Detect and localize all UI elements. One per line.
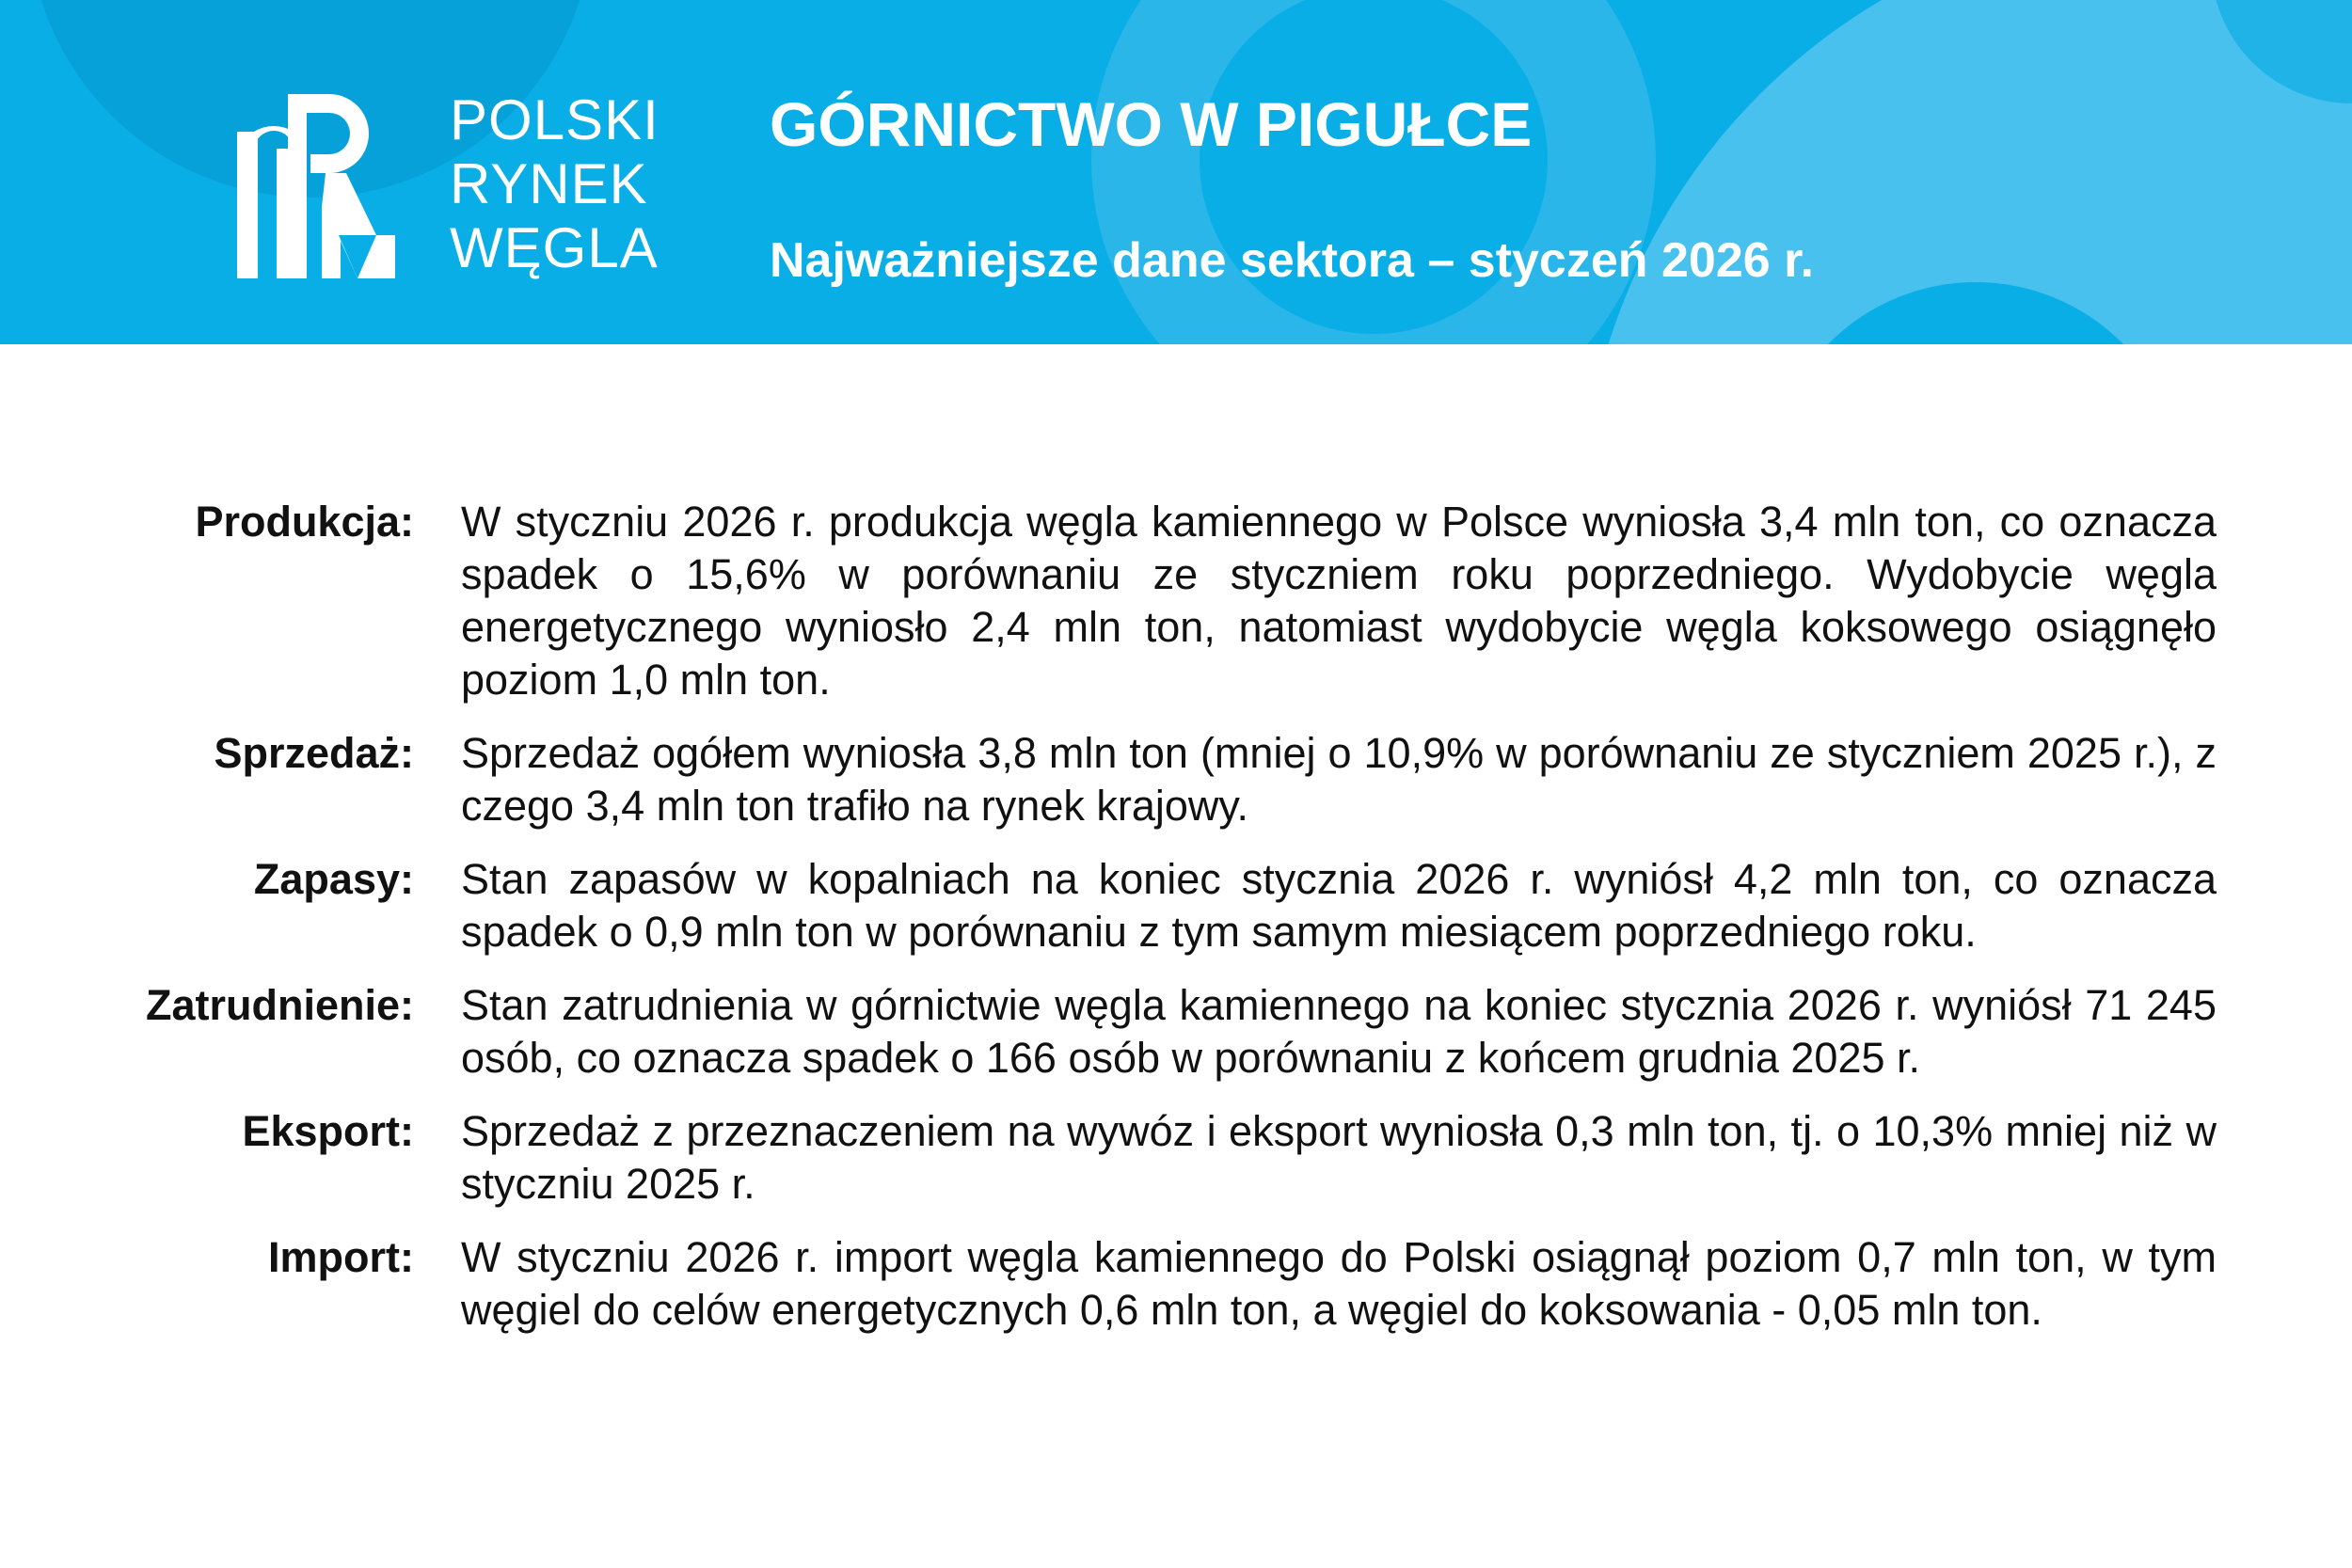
- section-text: Stan zatrudnienia w górnictwie węgla kamiennego na koniec stycznia 2026 r. wyniósł 71 245 osób, co oznacza spadek o 166 osób w porównaniu z końcem grudnia 2025 r.: [461, 981, 2217, 1082]
- section-text: W styczniu 2026 r. produkcja węgla kamiennego w Polsce wyniosła 3,4 mln ton, co oznacza spadek o 15,6% w porównaniu ze styczniem roku poprzedniego. Wydobycie węgla energetycznego wyniosło 2,4 mln ton, natomiast wydobycie węgla koksowego osiągnęło poziom 1,0 mln ton.: [461, 498, 2217, 704]
- section-text: W styczniu 2026 r. import węgla kamiennego do Polski osiągnął poziom 0,7 mln ton, w tym węgiel do celów energetycznych 0,6 mln ton, a węgiel do koksowania - 0,05 mln ton.: [461, 1233, 2217, 1334]
- section-label: Produkcja:: [195, 498, 414, 546]
- section-label: Import:: [268, 1233, 414, 1281]
- section-export: [0, 1105, 2352, 1211]
- section-text: Sprzedaż z przeznaczeniem na wywóz i eksport wyniosła 0,3 mln ton, tj. o 10,3% mniej niż w styczniu 2025 r.: [461, 1107, 2217, 1208]
- section-label: Zatrudnienie:: [145, 981, 414, 1029]
- brand-line: RYNEK: [450, 152, 648, 215]
- page-title: GÓRNICTWO W PIGUŁCE: [770, 89, 1533, 159]
- section-text: Stan zapasów w kopalniach na koniec stycznia 2026 r. wyniósł 4,2 mln ton, co oznacza spadek o 0,9 mln ton w porównaniu z tym samym miesiącem poprzedniego roku.: [461, 855, 2217, 956]
- brand-line: POLSKI: [450, 88, 660, 151]
- prw-logo-icon: [235, 94, 395, 282]
- section-label: Zapasy:: [253, 855, 414, 903]
- brand-wordmark: [450, 88, 660, 280]
- header-banner: [0, 0, 2352, 344]
- section-label: Sprzedaż:: [214, 729, 414, 777]
- section-employment: [0, 979, 2352, 1085]
- page-subtitle: Najważniejsze dane sektora – styczeń 2026 r.: [770, 233, 1814, 288]
- section-production: [0, 496, 2352, 706]
- section-import: [0, 1231, 2352, 1337]
- sector-data-list: [0, 496, 2352, 1357]
- section-sales: [0, 727, 2352, 832]
- section-text: Sprzedaż ogółem wyniosła 3,8 mln ton (mniej o 10,9% w porównaniu ze styczniem 2025 r.), z czego 3,4 mln ton trafiło na rynek krajowy.: [461, 729, 2217, 830]
- section-stocks: [0, 853, 2352, 958]
- section-label: Eksport:: [242, 1107, 414, 1155]
- brand-line: WĘGLA: [450, 216, 659, 279]
